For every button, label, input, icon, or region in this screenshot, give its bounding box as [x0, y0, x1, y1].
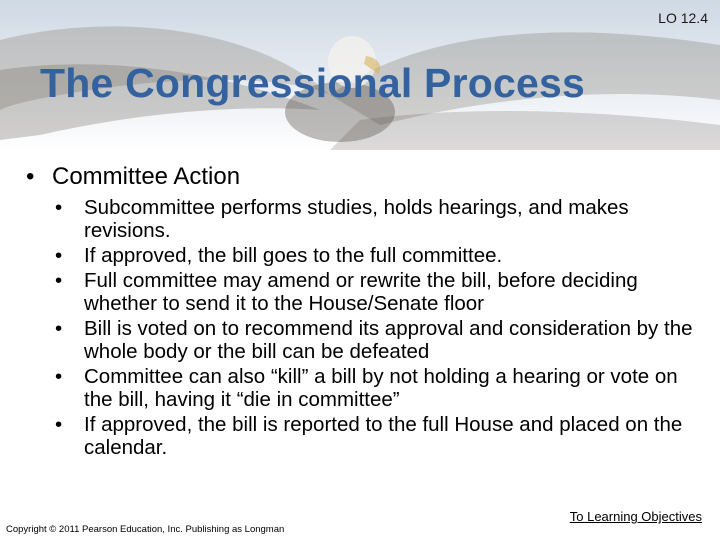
list-item-text: Subcommittee performs studies, holds hearings, and makes revisions. — [84, 196, 629, 242]
slide-content — [26, 162, 696, 461]
learning-objectives-link[interactable]: To Learning Objectives — [569, 509, 702, 524]
bullet-icon: • — [55, 365, 63, 388]
list-item — [55, 413, 696, 459]
list-item — [55, 196, 696, 242]
main-bullet — [26, 162, 696, 192]
main-bullet-text: Committee Action — [52, 163, 241, 190]
list-item — [55, 317, 696, 363]
learning-objective-tag: LO 12.4 — [658, 10, 708, 26]
bullet-icon: • — [55, 317, 63, 340]
list-item-text: If approved, the bill is reported to the full House and placed on the calendar. — [84, 413, 683, 459]
list-item — [55, 269, 696, 315]
list-item-text: Full committee may amend or rewrite the bill, before deciding whether to send it to the House/Senate floor — [84, 269, 638, 315]
list-item — [55, 244, 696, 267]
bullet-icon: • — [55, 413, 63, 436]
list-item-text: If approved, the bill goes to the full committee. — [84, 244, 503, 267]
bullet-icon: • — [26, 163, 35, 190]
bullet-icon: • — [55, 269, 63, 292]
sub-bullet-list — [26, 196, 696, 459]
bullet-icon: • — [55, 244, 63, 267]
copyright-notice: Copyright © 2011 Pearson Education, Inc. Publishing as Longman — [6, 524, 285, 535]
list-item — [55, 365, 696, 411]
slide-title: The Congressional Process — [40, 60, 586, 106]
list-item-text: Bill is voted on to recommend its approval and consideration by the whole body or the bill can be defeated — [84, 317, 693, 363]
list-item-text: Committee can also “kill” a bill by not holding a hearing or vote on the bill, having it “die in committee” — [84, 365, 678, 411]
bullet-icon: • — [55, 196, 63, 219]
